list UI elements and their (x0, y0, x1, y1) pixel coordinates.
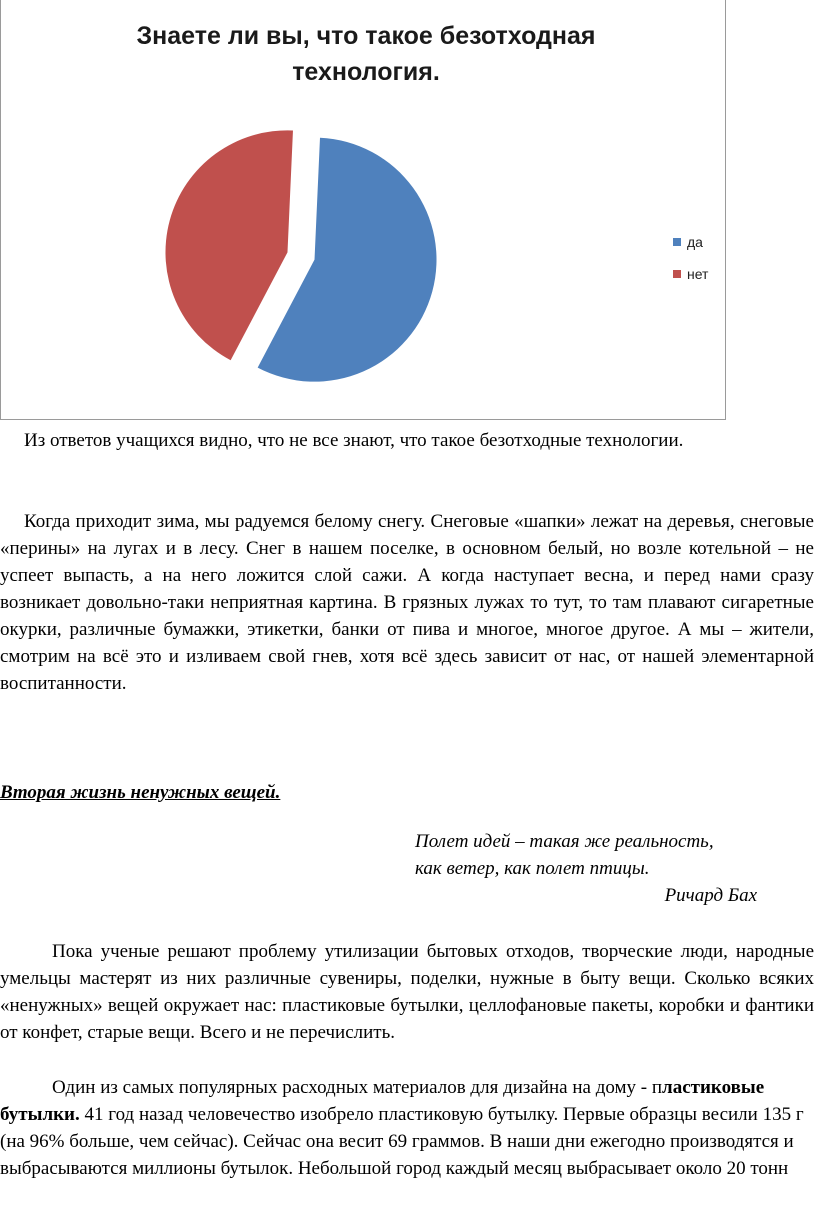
epigraph-line-1: Полет идей – такая же реальность, (415, 831, 714, 852)
pie-plot (1, 0, 727, 420)
pie-slice-no (165, 130, 292, 360)
legend-label-yes: да (687, 234, 703, 250)
epigraph-line-2: как ветер, как полет птицы. (415, 858, 650, 879)
pie-chart (0, 0, 726, 420)
p4-bold: ластиковые бутылки. (0, 1077, 765, 1125)
epigraph-author: Ричард Бах (664, 885, 757, 906)
chart-legend (673, 233, 708, 297)
paragraph-survey-result: Из ответов учащихся видно, что не все знают, что такое безотходные технологии. (24, 430, 684, 451)
legend-item-no (673, 265, 708, 283)
legend-swatch-yes (673, 238, 681, 246)
epigraph (415, 828, 757, 909)
chart-title: Знаете ли вы, что такое безотходная технология. (136, 22, 596, 86)
p4-rest: 41 год назад человечество изобрело пластиковую бутылку. Первые образцы весили 135 г (на 96% больше, чем сейчас). Сейчас она весит 69 граммов. В наши дни ежегодно производятся и выбрасываются миллионы бутылок. Небольшой город каждый месяц выбрасывает около 20 тонн (0, 1104, 804, 1179)
section-heading: Вторая жизнь ненужных вещей. (0, 782, 281, 803)
paragraph-plastic-bottles (0, 1074, 814, 1182)
paragraph-crafts: Пока ученые решают проблему утилизации бытовых отходов, творческие люди, народные умельцы мастерят из них различные сувениры, поделки, нужные в быту вещи. Сколько всяких «ненужных» вещей окружает нас: пластиковые бутылки, целлофановые пакеты, коробки и фантики от конфет, старые вещи. Всего и не перечислить. (0, 941, 814, 1043)
legend-label-no: нет (687, 266, 709, 282)
p4-start: Один из самых популярных расходных материалов для дизайна на дому - п (52, 1077, 663, 1098)
paragraph-winter: Когда приходит зима, мы радуемся белому снегу. Снеговые «шапки» лежат на деревья, снеговые «перины» на лугах и в лесу. Снег в нашем поселке, в основном белый, но возле котельной – не успеет выпасть, а на него ложится слой сажи. А когда наступает весна, и перед нами сразу возникает довольно-таки неприятная картина. В грязных лужах то тут, то там плавают сигаретные окурки, различные бумажки, этикетки, банки от пива и многое, многое другое. А мы – жители, смотрим на всё это и изливаем свой гнев, хотя всё здесь зависит от нас, от нашей элементарной воспитанности. (0, 511, 814, 694)
legend-swatch-no (673, 270, 681, 278)
legend-item-yes (673, 233, 708, 251)
